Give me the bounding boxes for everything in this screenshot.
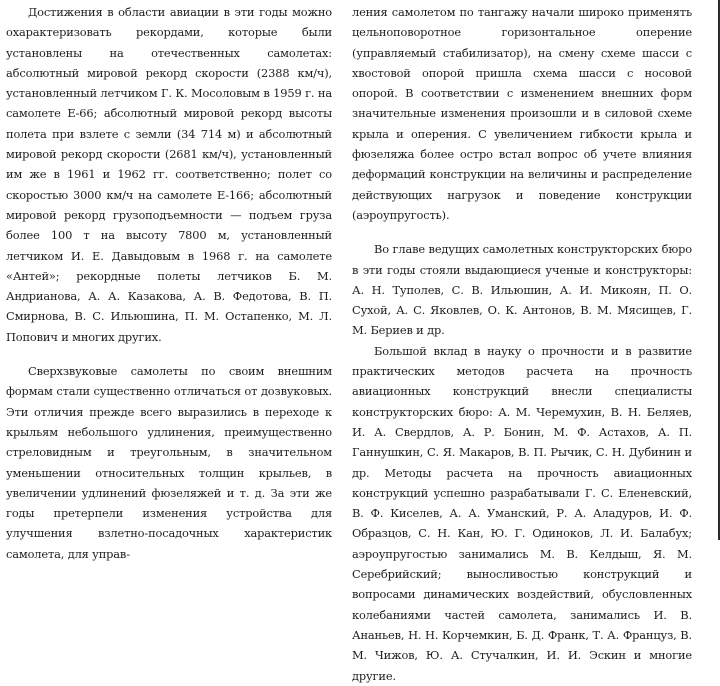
paragraph-records: Достижения в области авиации в эти годы можно охарактеризовать рекордами, которые были установлены на отечественных самолетах: абсолютный мировой рекорд скорости (2388 км/ч), установленный летчиком Г. К. Мосоловым в 1959 г. на самолете Е-66; абсолютный мировой рекорд высоты полета при взлете с земли (34 714 м) и абсолютный мировой рекорд скорости (2681 км/ч), установленный им же в 1961 и 1962 гг. соответственно; полет со скоростью 3000 км/ч на самолете Е-166; абсолютный мировой рекорд грузоподъемности — подъем груза более 100 т на высоту 7800 м, установленный летчиком И. Е. Давыдовым в 1968 г. на самолете «Антей»; рекордные полеты летчиков Б. М. Андрианова, А. А. Казакова, А. В. Федотова, В. П. Смирнова, В. С. Ильюшина, П. М. Остапенко, М. Л. Попович и многих других. (6, 5, 332, 344)
left-text-column (6, 2, 332, 564)
paragraph-strength-science: Большой вклад в науку о прочности и в развитие практических методов расчета на прочность авиационных конструкций внесли специалисты конструкторских бюро: А. М. Черемухин, В. Н. Беляев, И. А. Свердлов, А. Р. Бонин, М. Ф. Астахов, А. П. Ганнушкин, С. Я. Макаров, В. П. Рычик, С. Н. Дубинин и др. Методы расчета на прочность авиационных конструкций успешно разрабатывали Г. С. Еленевский, В. Ф. Киселев, А. А. Уманский, Р. А. Аладуров, И. Ф. Образцов, С. Н. Кан, Ю. Г. Одиноков, Л. И. Балабух; аэроупругостью занимались М. В. Келдыш, Я. М. Серебрийский; выносливостью конструкций и вопросами динамических воздействий, обусловленных колебаниями частей самолета, занимались И. В. Ананьев, Н. Н. Корчемкин, Б. Д. Франк, Т. А. Француз, В. М. Чижов, Ю. А. Стучалкин, И. И. Эскин и многие другие. (352, 343, 692, 683)
paragraph-control-continued: ления самолетом по тангажу начали широко применять цельноповоротное горизонтальное оперение (управляемый стабилизатор), на смену схеме шасси с хвостовой опорой пришла схема шасси с носовой опорой. В соответствии с изменением внешних форм значительные изменения произошли и в силовой схеме крыла и оперения. С увеличением гибкости крыла и фюзеляжа более остро встал вопрос об учете влияния деформаций конструкции на величины и распределение действующих нагрузок и поведение конструкции (аэроупругость). (352, 5, 692, 222)
paragraph-design-bureaus: Во главе ведущих самолетных конструкторских бюро в эти годы стояли выдающиеся ученые и конструкторы: А. Н. Туполев, С. В. Ильюшин, А. И. Микоян, П. О. Сухой, А. С. Яковлев, О. К. Антонов, В. М. Мясищев, Г. М. Бериев и др. (352, 242, 692, 338)
paragraph-supersonic-forms: Сверхзвуковые самолеты по своим внешним формам стали существенно отличаться от дозвуковых. Эти отличия прежде всего выразились в переходе к крыльям небольшого удлинения, преимущественно стреловидным и треугольным, в значительном уменьшении относительных толщин крыльев, в увеличении удлинений фюзеляжей и т. д. За эти же годы претерпели изменения устройства для улучшения взлетно-посадочных характеристик самолета, для управ- (6, 364, 332, 561)
right-text-column (352, 2, 692, 686)
